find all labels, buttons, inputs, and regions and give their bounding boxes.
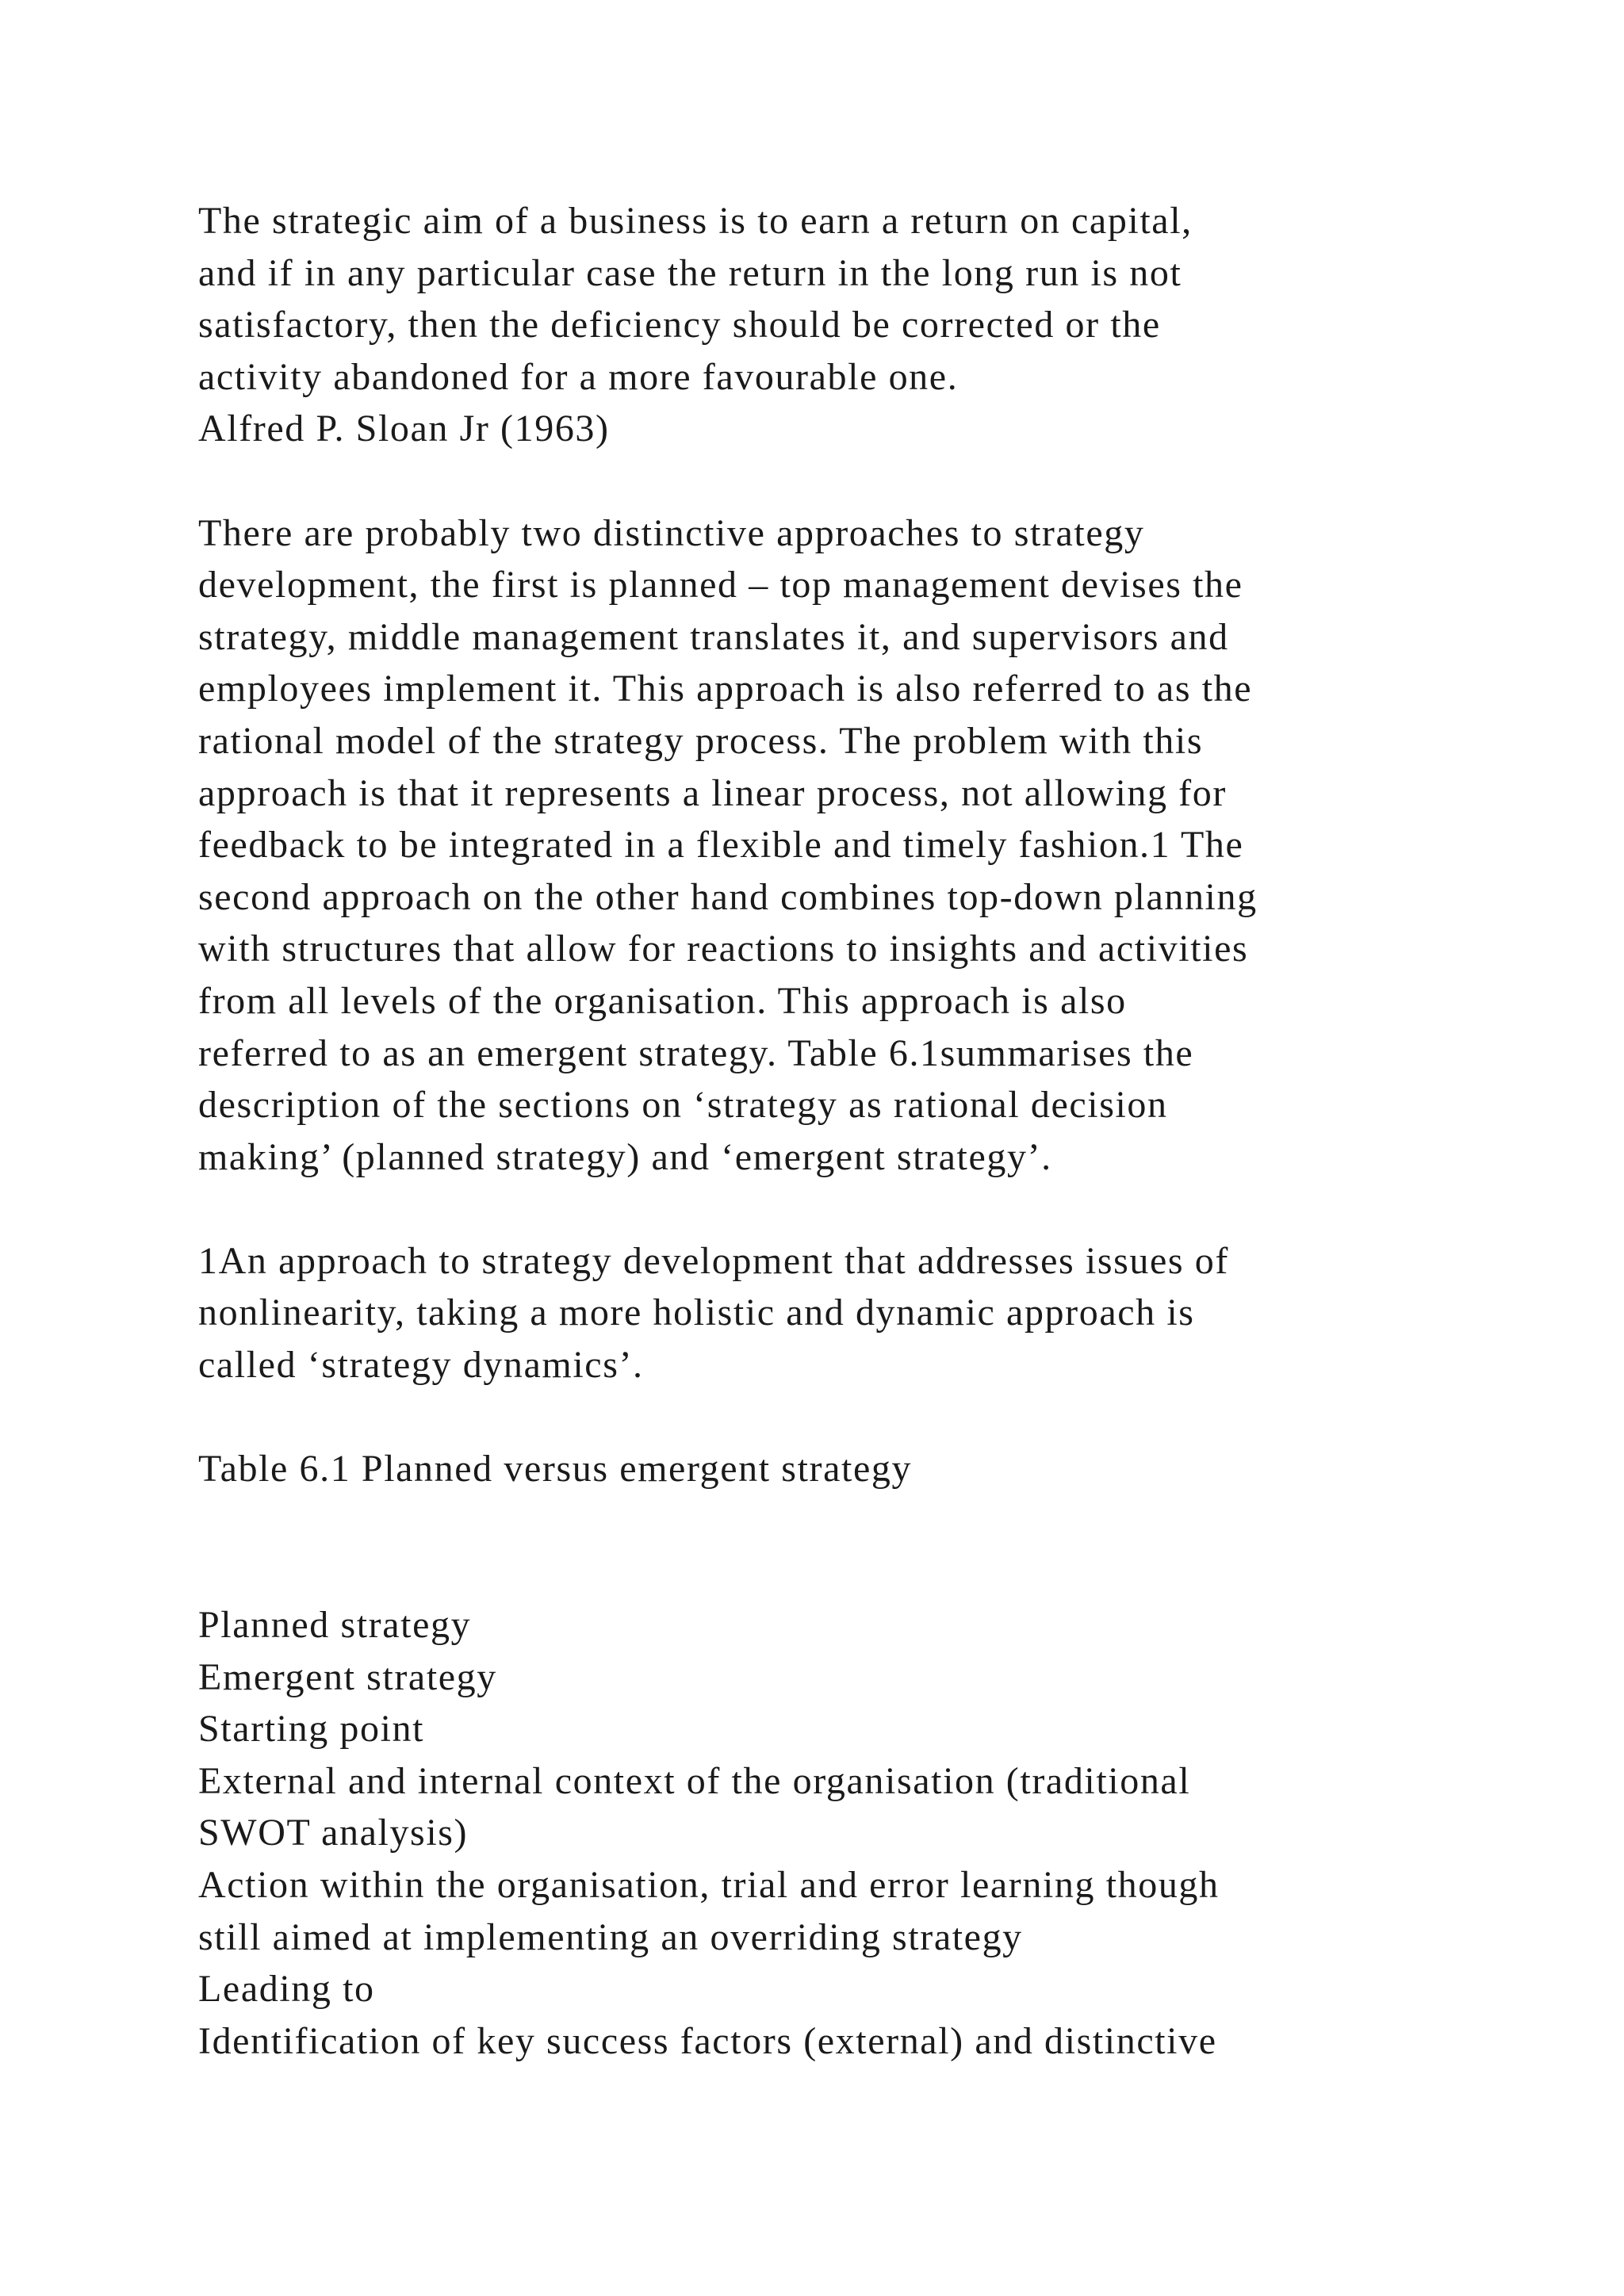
table-header-emergent: Emergent strategy (198, 1655, 497, 1698)
document-page (198, 195, 1546, 2067)
table-content (198, 1599, 1546, 2067)
paragraph-line: employees implement it. This approach is also referred to as the (198, 668, 1253, 710)
quote-line: satisfactory, then the deficiency should be corrected or the (198, 304, 1161, 346)
quote-attribution: Alfred P. Sloan Jr (1963) (198, 408, 610, 450)
paragraph-line: rational model of the strategy process. The problem with this (198, 719, 1204, 762)
paragraph-spacer (198, 455, 1546, 507)
table-cell-line: SWOT analysis) (198, 1812, 469, 1854)
table-caption: Table 6.1 Planned versus emergent strategy (198, 1448, 913, 1490)
table-row-label: Starting point (198, 1708, 425, 1751)
quote-line: activity abandoned for a more favourable one. (198, 355, 959, 398)
footnote-line: called ‘strategy dynamics’. (198, 1344, 644, 1387)
body-paragraph (198, 507, 1546, 1184)
footnote (198, 1235, 1546, 1391)
quote-line: The strategic aim of a business is to earn a return on capital, (198, 200, 1193, 242)
footnote-line: nonlinearity, taking a more holistic and dynamic approach is (198, 1292, 1195, 1334)
paragraph-line: with structures that allow for reactions to insights and activities (198, 928, 1249, 970)
paragraph-line: from all levels of the organisation. This approach is also (198, 979, 1127, 1022)
quote-line: and if in any particular case the return in the long run is not (198, 251, 1182, 294)
table-cell-line: still aimed at implementing an overriding strategy (198, 1915, 1023, 1958)
table-row-label: Leading to (198, 1968, 375, 2011)
paragraph-spacer (198, 1391, 1546, 1444)
paragraph-line: making’ (planned strategy) and ‘emergent strategy’. (198, 1135, 1052, 1178)
caption-spacer (198, 1495, 1546, 1599)
paragraph-line: referred to as an emergent strategy. Table 6.1summarises the (198, 1031, 1194, 1074)
paragraph-line: There are probably two distinctive approaches to strategy (198, 511, 1145, 554)
paragraph-spacer (198, 1183, 1546, 1235)
table-cell-line: Action within the organisation, trial and error learning though (198, 1864, 1220, 1906)
table-cell-line: Identification of key success factors (external) and distinctive (198, 2019, 1217, 2062)
paragraph-line: approach is that it represents a linear process, not allowing for (198, 771, 1227, 814)
footnote-line: 1An approach to strategy development that addresses issues of (198, 1239, 1229, 1282)
paragraph-line: strategy, middle management translates it, and supervisors and (198, 615, 1229, 658)
paragraph-line: feedback to be integrated in a flexible and timely fashion.1 The (198, 824, 1244, 867)
table-cell-line: External and internal context of the organisation (traditional (198, 1759, 1191, 1802)
table-header-planned: Planned strategy (198, 1604, 472, 1647)
paragraph-line: development, the first is planned – top management devises the (198, 564, 1243, 607)
epigraph-quote (198, 195, 1546, 455)
paragraph-line: second approach on the other hand combines top-down planning (198, 875, 1258, 918)
paragraph-line: description of the sections on ‘strategy as rational decision (198, 1084, 1168, 1127)
